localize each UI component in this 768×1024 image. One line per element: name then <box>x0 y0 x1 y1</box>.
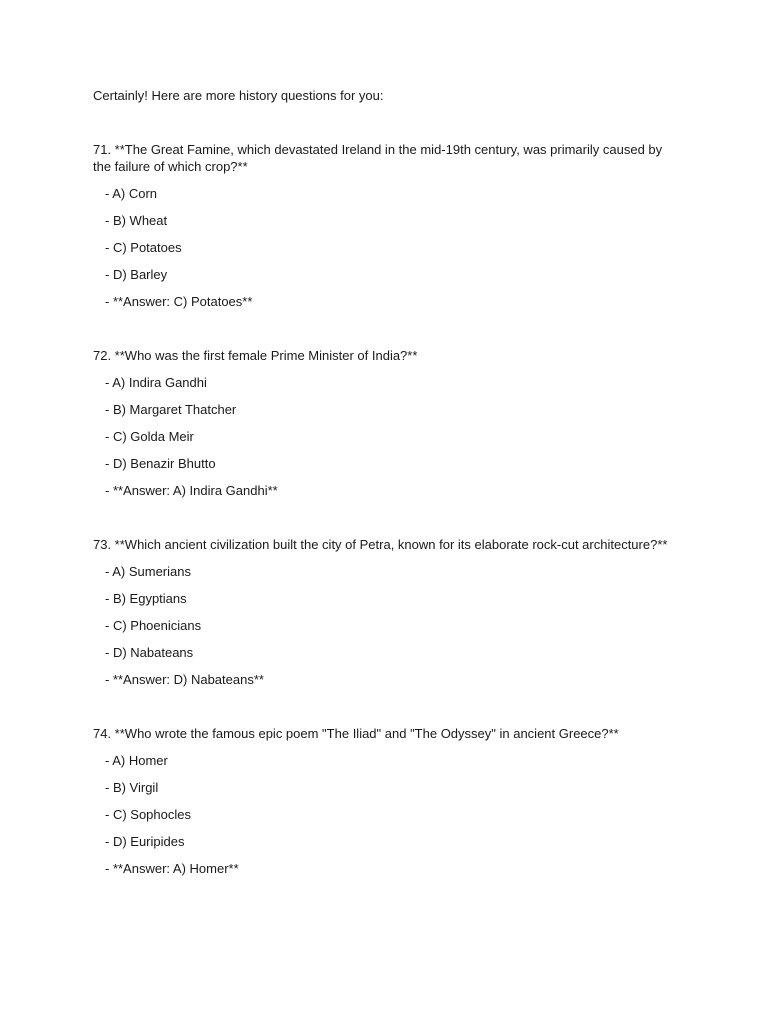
option-a: - A) Homer <box>105 753 168 768</box>
option-list <box>93 563 683 688</box>
option-c: - C) Potatoes <box>105 240 182 255</box>
option-d: - D) Barley <box>105 267 168 282</box>
option-b: - B) Egyptians <box>105 591 187 606</box>
question-text: 71. **The Great Famine, which devastated Ireland in the mid-19th century, was primarily caused by the failure of which crop?** <box>93 142 663 174</box>
option-list <box>93 374 683 499</box>
option-list <box>93 752 683 877</box>
option-d: - D) Benazir Bhutto <box>105 456 216 471</box>
question-71 <box>93 141 683 310</box>
question-72 <box>93 347 683 499</box>
option-a: - A) Indira Gandhi <box>105 375 207 390</box>
option-a: - A) Sumerians <box>105 564 191 579</box>
option-d: - D) Nabateans <box>105 645 194 660</box>
option-list <box>93 185 683 310</box>
question-text: 74. **Who wrote the famous epic poem "The Iliad" and "The Odyssey" in ancient Greece?** <box>93 726 619 741</box>
option-c: - C) Golda Meir <box>105 429 194 444</box>
option-b: - B) Wheat <box>105 213 168 228</box>
answer-line: - **Answer: D) Nabateans** <box>105 672 264 687</box>
question-text: 72. **Who was the first female Prime Minister of India?** <box>93 348 418 363</box>
option-b: - B) Margaret Thatcher <box>105 402 237 417</box>
answer-line: - **Answer: C) Potatoes** <box>105 294 253 309</box>
intro-text: Certainly! Here are more history questions for you: <box>93 88 384 103</box>
answer-line: - **Answer: A) Homer** <box>105 861 239 876</box>
option-b: - B) Virgil <box>105 780 159 795</box>
option-c: - C) Sophocles <box>105 807 191 822</box>
option-d: - D) Euripides <box>105 834 185 849</box>
question-73 <box>93 536 683 688</box>
question-text: 73. **Which ancient civilization built the city of Petra, known for its elaborate rock-cut architecture?** <box>93 537 668 552</box>
question-74 <box>93 725 683 877</box>
document-page <box>93 87 683 877</box>
option-a: - A) Corn <box>105 186 158 201</box>
option-c: - C) Phoenicians <box>105 618 202 633</box>
answer-line: - **Answer: A) Indira Gandhi** <box>105 483 278 498</box>
